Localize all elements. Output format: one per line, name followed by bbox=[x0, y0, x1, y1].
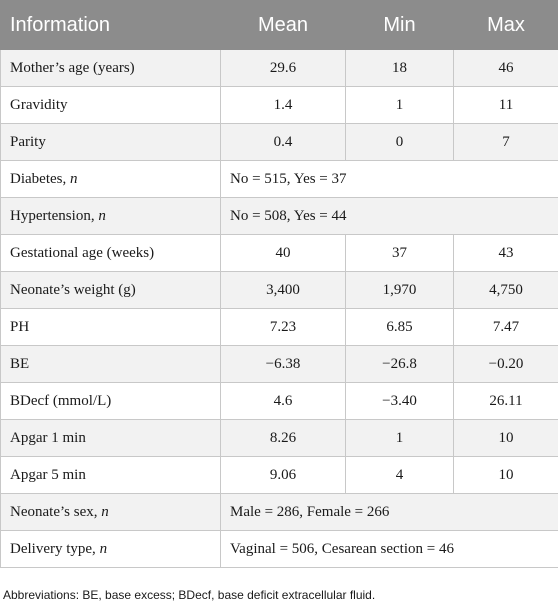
cell-mean: 4.6 bbox=[221, 383, 346, 420]
header-max: Max bbox=[454, 1, 558, 50]
cell-max: 11 bbox=[454, 87, 558, 124]
cell-min: 0 bbox=[346, 124, 454, 161]
row-label-text: Mother’s age (years) bbox=[10, 59, 135, 76]
header-row bbox=[1, 1, 558, 50]
table-row bbox=[1, 161, 558, 198]
row-label-text: Delivery type, bbox=[10, 540, 100, 557]
row-label bbox=[1, 383, 221, 420]
cell-min: 1 bbox=[346, 87, 454, 124]
table-row bbox=[1, 50, 558, 87]
cell-mean: 7.23 bbox=[221, 309, 346, 346]
row-label bbox=[1, 420, 221, 457]
cell-max: 7 bbox=[454, 124, 558, 161]
cell-mean: 1.4 bbox=[221, 87, 346, 124]
cell-min: 18 bbox=[346, 50, 454, 87]
cell-mean: 0.4 bbox=[221, 124, 346, 161]
row-label-text: Hypertension, bbox=[10, 207, 99, 224]
row-label-italic: n bbox=[98, 207, 106, 224]
header-information: Information bbox=[1, 1, 221, 50]
table-footnote: Abbreviations: BE, base excess; BDecf, base deficit extracellular fluid. bbox=[3, 588, 376, 602]
cell-max: 4,750 bbox=[454, 272, 558, 309]
cell-mean: 3,400 bbox=[221, 272, 346, 309]
row-label-text: Apgar 1 min bbox=[10, 429, 86, 446]
cell-mean: 29.6 bbox=[221, 50, 346, 87]
row-label-text: Diabetes, bbox=[10, 170, 70, 187]
cell-min: 1,970 bbox=[346, 272, 454, 309]
cell-mean: −6.38 bbox=[221, 346, 346, 383]
row-label-text: Neonate’s sex, bbox=[10, 503, 102, 520]
row-label bbox=[1, 457, 221, 494]
cell-min: −3.40 bbox=[346, 383, 454, 420]
table-row bbox=[1, 531, 558, 568]
row-label bbox=[1, 198, 221, 235]
cell-max: 10 bbox=[454, 420, 558, 457]
table-row bbox=[1, 235, 558, 272]
row-span-value: No = 515, Yes = 37 bbox=[221, 161, 558, 198]
row-label bbox=[1, 272, 221, 309]
row-label-text: BE bbox=[10, 355, 30, 372]
row-span-value: Vaginal = 506, Cesarean section = 46 bbox=[221, 531, 558, 568]
row-label bbox=[1, 494, 221, 531]
row-span-value: No = 508, Yes = 44 bbox=[221, 198, 558, 235]
row-span-value: Male = 286, Female = 266 bbox=[221, 494, 558, 531]
table-row bbox=[1, 346, 558, 383]
cell-min: 6.85 bbox=[346, 309, 454, 346]
cell-min: 1 bbox=[346, 420, 454, 457]
table-row bbox=[1, 420, 558, 457]
row-label bbox=[1, 309, 221, 346]
row-label bbox=[1, 161, 221, 198]
table-row bbox=[1, 457, 558, 494]
table-row bbox=[1, 124, 558, 161]
cell-mean: 8.26 bbox=[221, 420, 346, 457]
row-label-text: Parity bbox=[10, 133, 46, 150]
header-min: Min bbox=[346, 1, 454, 50]
row-label-text: Gravidity bbox=[10, 96, 68, 113]
header-mean: Mean bbox=[221, 1, 346, 50]
row-label bbox=[1, 87, 221, 124]
row-label-text: Apgar 5 min bbox=[10, 466, 86, 483]
cell-min: −26.8 bbox=[346, 346, 454, 383]
cell-max: 46 bbox=[454, 50, 558, 87]
cell-min: 4 bbox=[346, 457, 454, 494]
row-label bbox=[1, 235, 221, 272]
row-label-italic: n bbox=[101, 503, 109, 520]
cell-max: 10 bbox=[454, 457, 558, 494]
cell-max: 43 bbox=[454, 235, 558, 272]
row-label-italic: n bbox=[99, 540, 108, 557]
table-row bbox=[1, 272, 558, 309]
cell-max: 26.11 bbox=[454, 383, 558, 420]
table-row bbox=[1, 383, 558, 420]
cell-mean: 9.06 bbox=[221, 457, 346, 494]
row-label-text: PH bbox=[10, 318, 30, 335]
row-label bbox=[1, 124, 221, 161]
table-row bbox=[1, 87, 558, 124]
row-label bbox=[1, 346, 221, 383]
row-label bbox=[1, 50, 221, 87]
cell-min: 37 bbox=[346, 235, 454, 272]
row-label-text: Neonate’s weight (g) bbox=[10, 281, 136, 298]
row-label bbox=[1, 531, 221, 568]
table-row bbox=[1, 494, 558, 531]
cell-max: −0.20 bbox=[454, 346, 558, 383]
table-row bbox=[1, 198, 558, 235]
table-row bbox=[1, 309, 558, 346]
row-label-text: Gestational age (weeks) bbox=[10, 244, 155, 261]
cell-mean: 40 bbox=[221, 235, 346, 272]
row-label-text: BDecf (mmol/L) bbox=[10, 392, 112, 409]
cell-max: 7.47 bbox=[454, 309, 558, 346]
row-label-italic: n bbox=[69, 170, 78, 187]
